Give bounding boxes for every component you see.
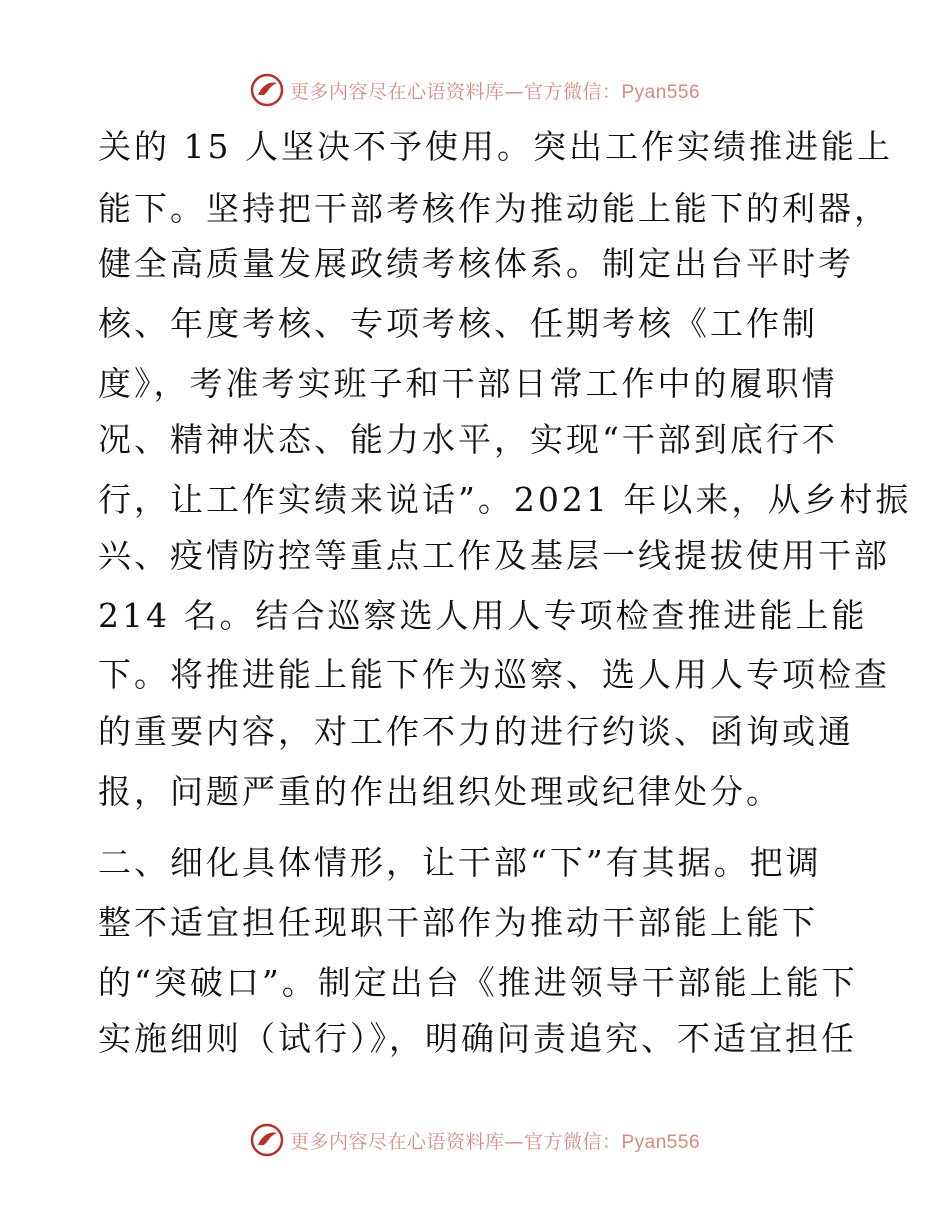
body-line: 214 名。结合巡察选人用人专项检查推进能上能 xyxy=(98,596,868,635)
body-line: 兴、疫情防控等重点工作及基层一线提拔使用干部 xyxy=(98,536,890,575)
header-watermark-banner xyxy=(0,70,950,110)
body-line: 的重要内容，对工作不力的进行约谈、函询或通 xyxy=(98,712,854,751)
body-line: 行，让工作实绩来说话”。2021 年以来，从乡村振 xyxy=(98,480,912,519)
body-line: 整不适宜担任现职干部作为推动干部能上能下 xyxy=(98,903,818,942)
section-heading-line: 二、细化具体情形，让干部“下”有其据。把调 xyxy=(98,843,822,882)
body-line: 度》，考准考实班子和干部日常工作中的履职情 xyxy=(98,364,838,403)
body-line: 的“突破口”。制定出台《推进领导干部能上能下 xyxy=(98,963,858,1002)
body-line: 能下。坚持把干部考核作为推动能上能下的利器， xyxy=(98,189,890,228)
body-line: 关的 15 人坚决不予使用。突出工作实绩推进能上 xyxy=(98,127,893,166)
footer-watermark-banner xyxy=(0,1120,950,1160)
body-line: 健全高质量发展政绩考核体系。制定出台平时考 xyxy=(98,244,854,283)
body-line: 报，问题严重的作出组织处理或纪律处分。 xyxy=(98,772,782,811)
body-line: 核、年度考核、专项考核、任期考核《工作制 xyxy=(98,304,818,343)
body-line: 实施细则（试行）》，明确问责追究、不适宜担任 xyxy=(98,1019,857,1058)
library-logo-icon xyxy=(250,1123,284,1157)
library-logo-icon xyxy=(250,73,284,107)
body-line: 况、精神状态、能力水平，实现“干部到底行不 xyxy=(98,420,838,459)
body-line: 下。将推进能上能下作为巡察、选人用人专项检查 xyxy=(98,655,890,694)
header-banner-text: 更多内容尽在心语资料库—官方微信：Pyan556 xyxy=(289,80,701,103)
footer-banner-text: 更多内容尽在心语资料库—官方微信：Pyan556 xyxy=(289,1130,701,1153)
